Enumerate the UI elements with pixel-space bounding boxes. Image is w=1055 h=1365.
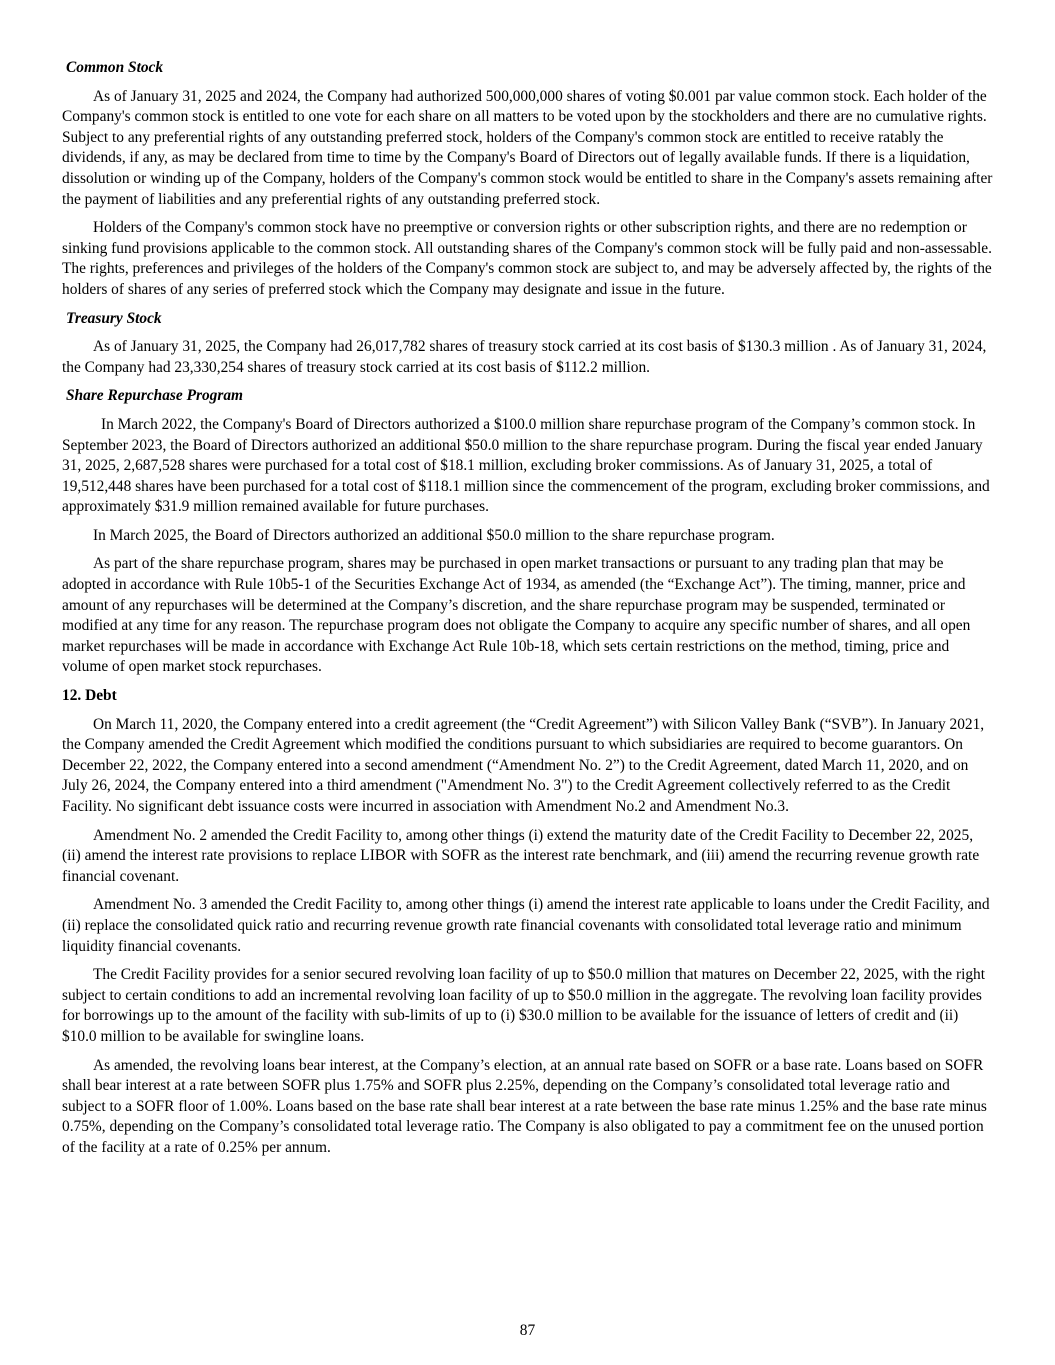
share-repurchase-paragraph-2: In March 2025, the Board of Directors authorized an additional $50.0 million to the share repurchase program. — [93, 526, 775, 544]
debt-paragraph-5: As amended, the revolving loans bear interest, at the Company’s election, at an annual rate based on SOFR or a base rate. Loans based on SOFR shall bear interest at a rate between SOFR plus 1.75% and SOFR plus 2.25%, depending on the Company’s consolidated total leverage ratio and subject to a SOFR floor of 1.00%. Loans based on the base rate shall bear interest at a rate between the base rate minus 1.25% and the base rate minus 0.75%, depending on the Company’s consolidated total leverage ratio. The Company is also obligated to pay a commitment fee on the unused portion of the facility at a rate of 0.25% per annum. — [62, 1056, 987, 1156]
debt-paragraph-3: Amendment No. 3 amended the Credit Facility to, among other things (i) amend the interest rate applicable to loans under the Credit Facility, and (ii) replace the consolidated quick ratio and recurring revenue growth rate financial covenants with consolidated total leverage ratio and minimum liquidity financial covenants. — [62, 896, 990, 955]
common-stock-paragraph-2: Holders of the Company's common stock have no preemptive or conversion rights or other subscription rights, and there are no redemption or sinking fund provisions applicable to the common stock. All outstanding shares of the Company's common stock will be fully paid and non-assessable. The rights, preferences and privileges of the holders of the Company's common stock are subject to, and may be adversely affected by, the rights of the holders of shares of any series of preferred stock which the Company may designate and issue in the future. — [62, 219, 992, 298]
common-stock-heading: Common Stock — [66, 59, 164, 76]
treasury-stock-paragraph-1: As of January 31, 2025, the Company had 26,017,782 shares of treasury stock carried at its cost basis of $130.3 million . As of January 31, 2024, the Company had 23,330,254 shares of treasury stock carried at its cost basis of $112.2 million. — [62, 338, 987, 376]
share-repurchase-heading: Share Repurchase Program — [66, 387, 244, 405]
debt-paragraph-2: Amendment No. 2 amended the Credit Facility to, among other things (i) extend the maturity date of the Credit Facility to December 22, 2025, (ii) amend the interest rate provisions to replace LIBOR with SOFR as the interest rate benchmark, and (iii) amend the recurring revenue growth rate financial covenant. — [62, 826, 980, 885]
common-stock-paragraph-1: As of January 31, 2025 and 2024, the Company had authorized 500,000,000 shares of voting $0.001 par value common stock. Each holder of the Company's common stock is entitled to one vote for each share on all matters to be voted upon by the stockholders and there are no cumulative rights. Subject to any preferential rights of any outstanding preferred stock, holders of the Company's common stock are entitled to receive ratably the dividends, if any, as may be declared from time to time by the Company's Board of Directors out of legally available funds. If there is a liquidation, dissolution or winding up of the Company, holders of the Company's common stock would be entitled to share in the Company's assets remaining after the payment of liabilities and any preferential rights of any outstanding preferred stock. — [62, 87, 993, 208]
treasury-stock-heading: Treasury Stock — [66, 309, 162, 327]
debt-paragraph-1: On March 11, 2020, the Company entered into a credit agreement (the “Credit Agreement”) with Silicon Valley Bank (“SVB”). In January 2021, the Company amended the Credit Agreement which modified the conditions pursuant to which subsidiaries are required to become guarantors. On December 22, 2022, the Company entered into a second amendment (“Amendment No. 2”) to the Credit Agreement, dated March 11, 2020, and on July 26, 2024, the Company entered into a third amendment ("Amendment No. 3") to the Credit Agreement collectively referred to as the Credit Facility. No significant debt issuance costs were incurred in association with Amendment No.2 and Amendment No.3. — [62, 715, 985, 815]
document-page — [62, 58, 994, 1167]
page-number: 87 — [519, 1322, 536, 1339]
share-repurchase-paragraph-3: As part of the share repurchase program, shares may be purchased in open market transactions or pursuant to any trading plan that may be adopted in accordance with Rule 10b5-1 of the Securities Exchange Act of 1934, as amended (the “Exchange Act”). The timing, manner, price and amount of any repurchases will be determined at the Company’s discretion, and the share repurchase program may be suspended, terminated or modified at any time for any reason. The repurchase program does not obligate the Company to acquire any specific number of shares, and all open market repurchases will be made in accordance with Exchange Act Rule 10b-18, which sets certain restrictions on the method, timing, price and volume of open market stock repurchases. — [62, 555, 971, 676]
debt-heading: 12. Debt — [62, 687, 117, 705]
share-repurchase-paragraph-1: In March 2022, the Company's Board of Directors authorized a $100.0 million share repurchase program of the Company’s common stock. In September 2023, the Board of Directors authorized an additional $50.0 million to the share repurchase program. During the fiscal year ended January 31, 2025, 2,687,528 shares were purchased for a total cost of $18.1 million, excluding broker commissions. As of January 31, 2025, a total of 19,512,448 shares have been purchased for a total cost of $118.1 million since the commencement of the program, excluding broker commissions, and approximately $31.9 million remained available for future purchases. — [62, 415, 990, 516]
debt-paragraph-4: The Credit Facility provides for a senior secured revolving loan facility of up to $50.0 million that matures on December 22, 2025, with the right subject to certain conditions to add an incremental revolving loan facility of up to $50.0 million in the aggregate. The revolving loan facility provides for borrowings up to the amount of the facility with sub-limits of up to (i) $30.0 million to be available for the issuance of letters of credit and (ii) $10.0 million to be available for swingline loans. — [62, 966, 986, 1045]
